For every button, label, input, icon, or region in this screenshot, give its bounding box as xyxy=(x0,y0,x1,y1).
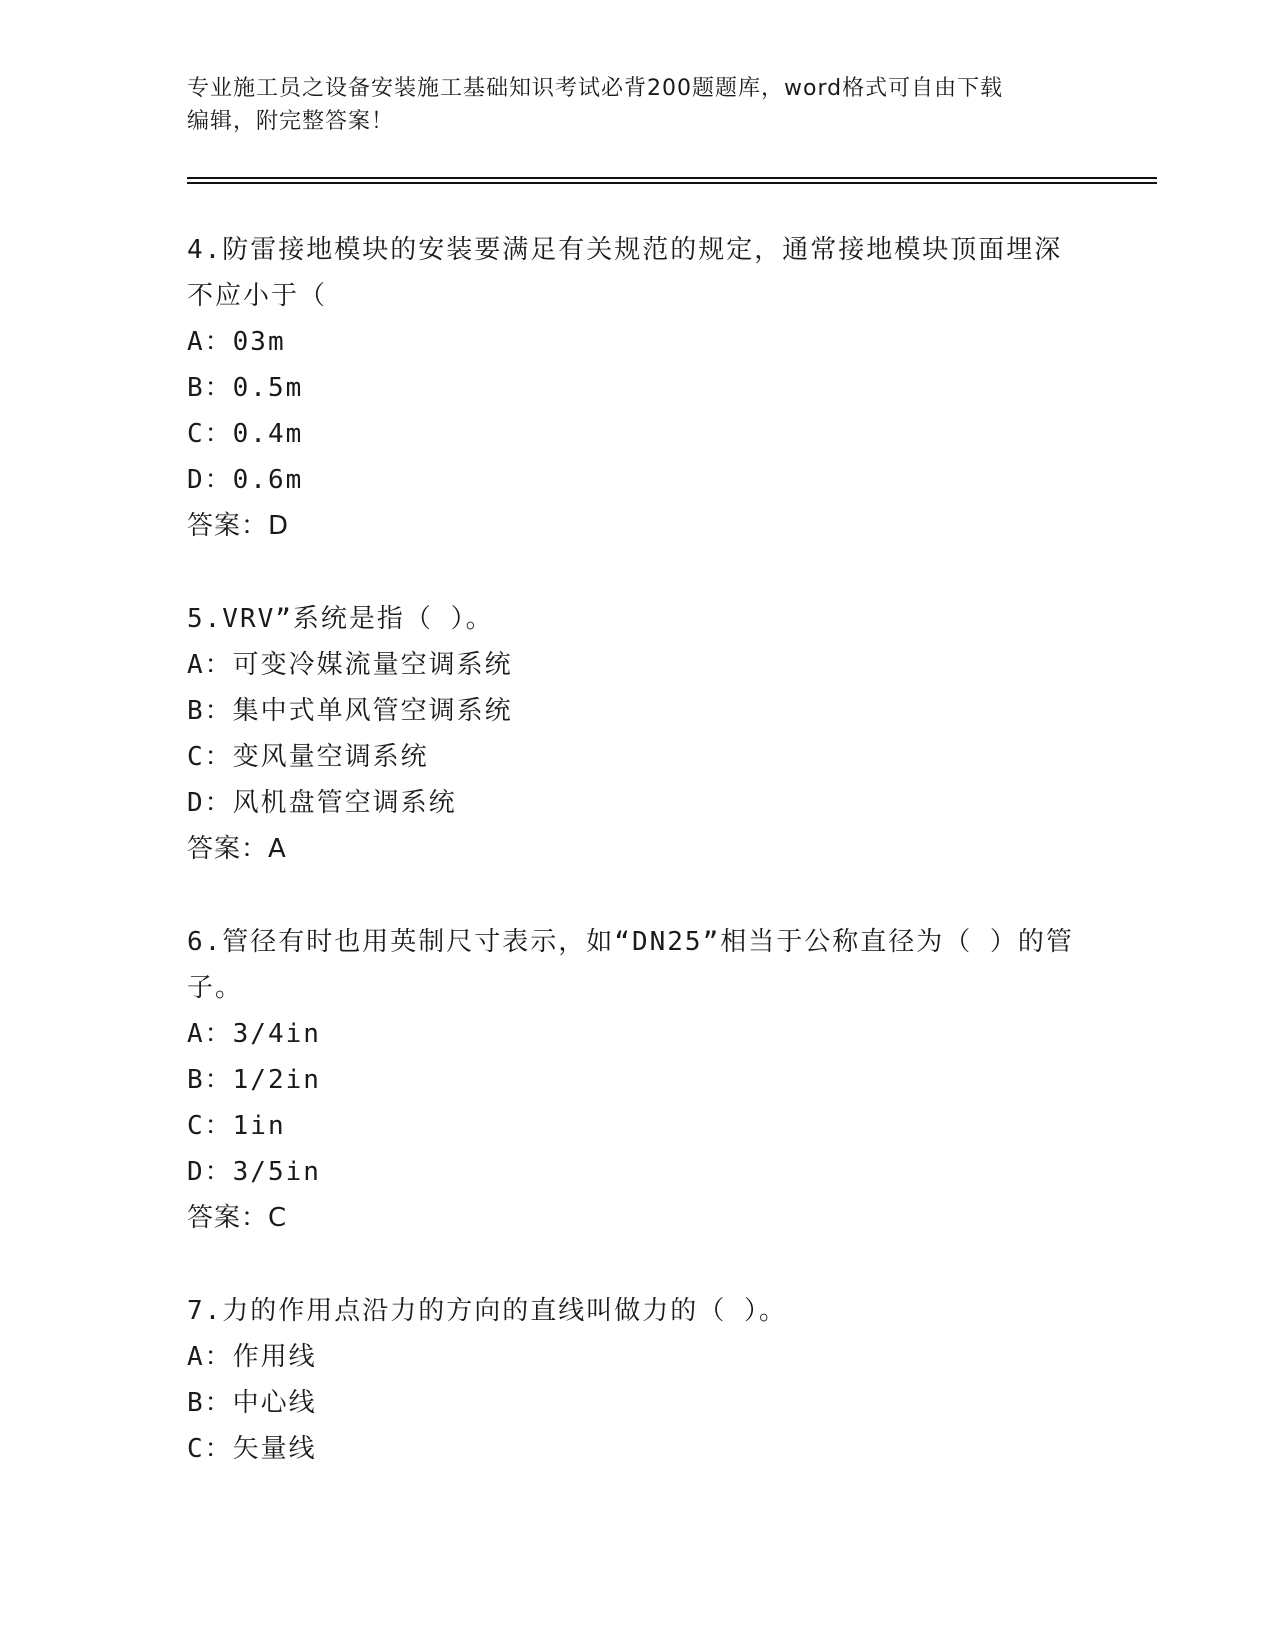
header-line-2: 编辑，附完整答案！ xyxy=(187,109,395,134)
question-item xyxy=(187,227,1087,549)
option-c: C：变风量空调系统 xyxy=(187,742,429,772)
answer-label: 答案：C xyxy=(187,1203,288,1233)
option-d: D：0.6m xyxy=(187,465,304,495)
question-text: 7.力的作用点沿力的方向的直线叫做力的（ ）。 xyxy=(187,1296,787,1326)
option-a: A：可变冷媒流量空调系统 xyxy=(187,650,513,680)
question-list xyxy=(187,227,1087,1519)
option-b: B：1/2in xyxy=(187,1065,321,1095)
question-item xyxy=(187,919,1087,1241)
header-divider-top xyxy=(187,177,1157,179)
option-d: D：风机盘管空调系统 xyxy=(187,788,457,818)
answer-label: 答案：A xyxy=(187,834,287,864)
option-a: A：03m xyxy=(187,327,286,357)
header-line-1: 专业施工员之设备安装施工基础知识考试必背200题题库，word格式可自由下载 xyxy=(187,76,1004,101)
question-text: 6.管径有时也用英制尺寸表示，如“DN25”相当于公称直径为（ ）的管子。 xyxy=(187,927,1074,1003)
option-a: A：作用线 xyxy=(187,1342,317,1372)
option-c: C：0.4m xyxy=(187,419,304,449)
question-text: 4.防雷接地模块的安装要满足有关规范的规定，通常接地模块顶面埋深不应小于（ xyxy=(187,235,1063,311)
option-c: C：1in xyxy=(187,1111,286,1141)
option-b: B：中心线 xyxy=(187,1388,317,1418)
question-text: 5.VRV”系统是指（ ）。 xyxy=(187,604,494,634)
document-header xyxy=(187,72,1087,138)
option-b: B：0.5m xyxy=(187,373,304,403)
option-d: D：3/5in xyxy=(187,1157,321,1187)
question-item xyxy=(187,596,1087,872)
option-a: A：3/4in xyxy=(187,1019,321,1049)
question-item xyxy=(187,1288,1087,1472)
header-divider-bottom xyxy=(187,182,1157,184)
answer-label: 答案：D xyxy=(187,511,290,541)
option-c: C：矢量线 xyxy=(187,1434,317,1464)
option-b: B：集中式单风管空调系统 xyxy=(187,696,513,726)
